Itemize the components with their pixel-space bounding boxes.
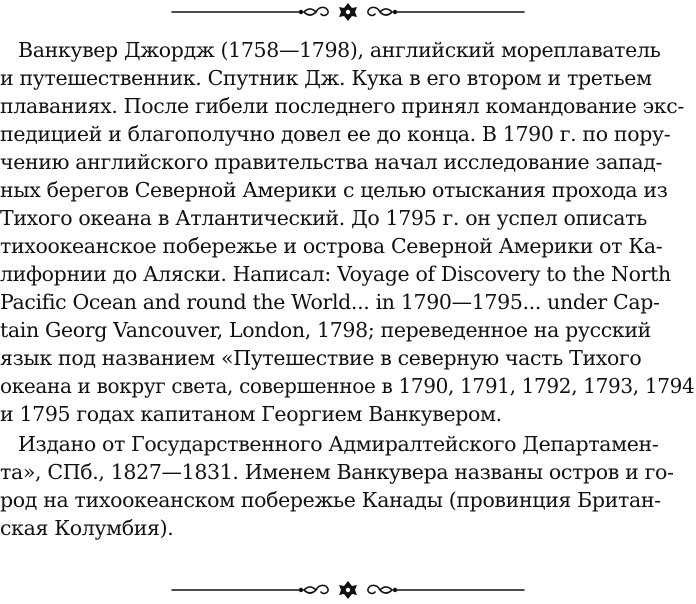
- top-ornament: [0, 0, 696, 24]
- text-line: и 1795 годах капитаном Георгием Ванкувером.: [0, 402, 502, 426]
- text-line: лифорнии до Аляски. Написал: Voyage of Discovery to the North: [0, 262, 671, 286]
- text-line: ская Колумбия).: [0, 516, 174, 540]
- text-line: Ванкувер Джордж (1758—1798), английский мореплаватель: [18, 38, 661, 62]
- text-line: Pacific Ocean and round the World... in 1790—1795... under Cap-: [0, 290, 660, 314]
- text-line: тихоокеанское побережье и острова Северной Америки от Ка-: [0, 234, 663, 258]
- text-line: и путешественник. Спутник Дж. Кука в его втором и третьем: [0, 66, 652, 90]
- text-line: Тихого океана в Атлантический. До 1795 г. он успел описать: [0, 206, 647, 230]
- flourish-divider-icon: [0, 578, 696, 602]
- flourish-divider-icon: [0, 0, 696, 24]
- text-line: tain Georg Vancouver, London, 1798; переведенное на русский: [0, 318, 651, 342]
- text-line: язык под названием «Путешествие в северную часть Тихого: [0, 346, 642, 370]
- text-line: океана и вокруг света, совершенное в 1790, 1791, 1792, 1793, 1794: [0, 374, 695, 398]
- text-line: Издано от Государственного Адмиралтейского Департамен-: [18, 432, 659, 456]
- text-line: та», СПб., 1827—1831. Именем Ванкувера названы остров и го-: [0, 460, 674, 484]
- bottom-ornament: [0, 578, 696, 602]
- text-line: род на тихоокеанском побережье Канады (провинция Британ-: [0, 488, 661, 512]
- text-line: плаваниях. После гибели последнего принял командование экс-: [0, 94, 684, 118]
- text-line: педицией и благополучно довел ее до конца. В 1790 г. по пору-: [0, 122, 671, 146]
- text-line: чению английского правительства начал исследование запад-: [0, 150, 663, 174]
- text-line: ных берегов Северной Америки с целью отыскания прохода из: [0, 178, 668, 202]
